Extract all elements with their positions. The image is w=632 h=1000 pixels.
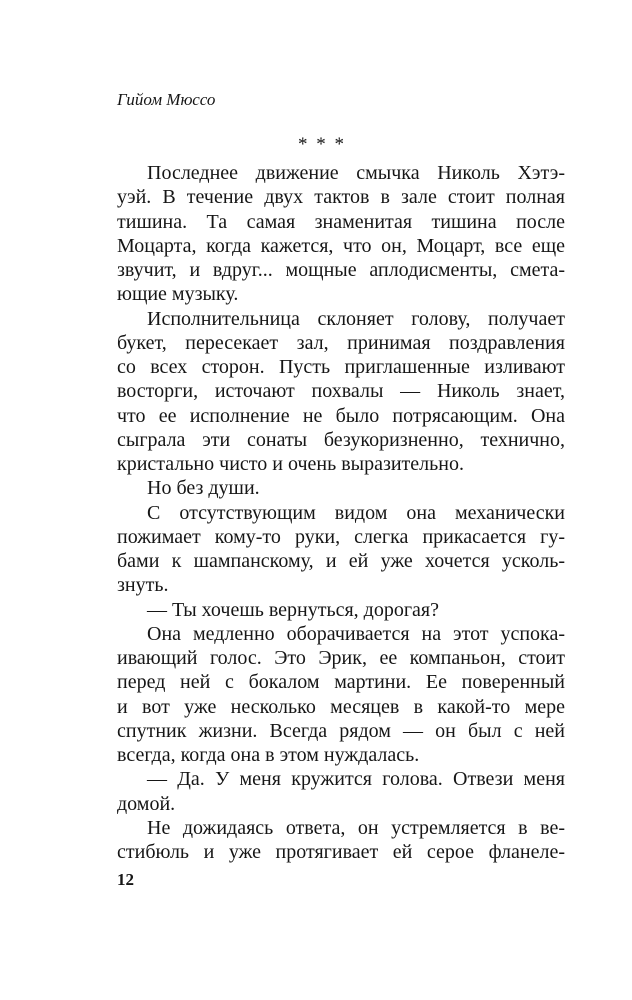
- dialogue-line: — Да. У меня кружится голова. Отвези меня: [147, 768, 565, 791]
- text-line: перед ней с бокалом мартини. Ее поверенный: [117, 671, 565, 694]
- text-line: всегда, когда она в этом нуждалась.: [117, 744, 420, 766]
- text-line: знуть.: [117, 574, 169, 597]
- running-title: Гийом Мюссо: [117, 90, 216, 109]
- text-line: ющие музыку.: [117, 283, 239, 306]
- text-line: ивающий голос. Это Эрик, ее компаньон, стоит: [117, 647, 565, 669]
- text-line: восторги, источают похвалы — Николь знает,: [117, 380, 565, 403]
- text-line: тишина. Та самая знаменитая тишина после: [117, 210, 565, 233]
- text-line: Последнее движение смычка Николь Хэтэ-: [147, 162, 565, 184]
- text-line: пожимает кому-то руки, слегка прикасается гу-: [117, 525, 565, 548]
- text-line: бами к шампанскому, и ей уже хочется усколь-: [117, 550, 565, 572]
- text-line: Но без души.: [147, 477, 260, 500]
- text-line: что ее исполнение не было потрясающим. Она: [117, 404, 565, 427]
- page-number: 12: [117, 870, 134, 889]
- text-line: и вот уже несколько месяцев в какой-то мере: [117, 695, 565, 718]
- body-text: [117, 161, 565, 864]
- text-line: со всех сторон. Пусть приглашенные изливают: [117, 356, 565, 378]
- text-line: С отсутствующим видом она механически: [147, 501, 565, 524]
- text-line: стибюль и уже протягивает ей серое фланеле-: [117, 841, 565, 863]
- text-line: Моцарта, когда кажется, что он, Моцарт, все еще: [117, 234, 565, 257]
- section-break: * * *: [298, 134, 346, 155]
- text-line: сыграла эти сонаты безукоризненно, технично,: [117, 428, 565, 451]
- text-line: спутник жизни. Всегда рядом — он был с ней: [117, 719, 565, 742]
- text-line: Не дожидаясь ответа, он устремляется в ве-: [147, 816, 565, 839]
- text-line: звучит, и вдруг... мощные аплодисменты, смета-: [117, 259, 565, 281]
- text-line: Она медленно оборачивается на этот успока-: [147, 622, 565, 645]
- text-line: кристально чисто и очень выразительно.: [117, 453, 464, 475]
- text-line: букет, пересекает зал, принимая поздравления: [117, 331, 565, 354]
- text-line: Исполнительница склоняет голову, получает: [147, 307, 565, 330]
- text-line: уэй. В течение двух тактов в зале стоит полная: [117, 186, 565, 209]
- dialogue-line: — Ты хочешь вернуться, дорогая?: [147, 598, 440, 621]
- dialogue-line: домой.: [117, 792, 176, 815]
